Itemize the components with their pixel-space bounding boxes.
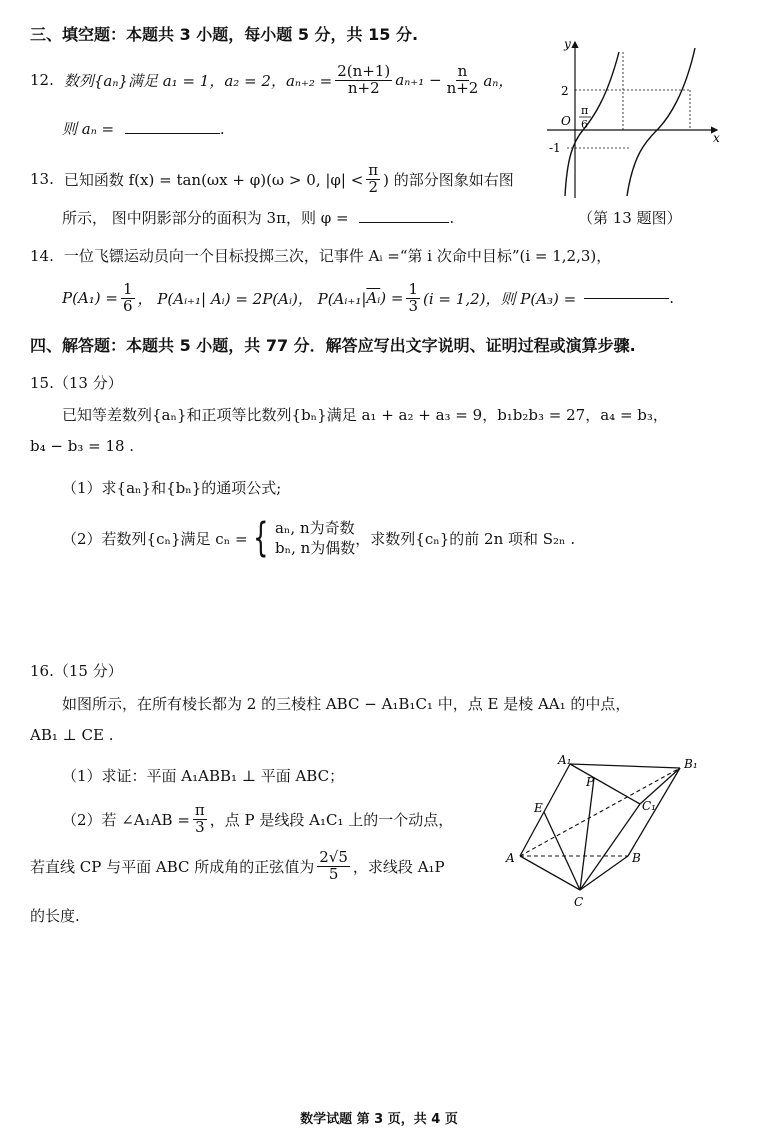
q12-frac2-den: n+2	[446, 78, 479, 97]
q16-line5-frac	[317, 850, 350, 883]
q15-line2: b₄ − b₃ = 18 .	[30, 437, 135, 455]
q14-p2: ， P(Aᵢ₊₁| Aᵢ) = 2P(Aᵢ)， P(Aᵢ₊₁|	[137, 289, 367, 308]
q15-case2: bₙ, n为偶数	[274, 539, 356, 558]
q16-part2-frac-den: 3	[195, 817, 205, 836]
q16-line5-start: 若直线 CP 与平面 ABC 所成角的正弦值为	[30, 857, 315, 876]
q15-brace: {	[252, 515, 268, 562]
q15-heading: 15.（13 分）	[30, 374, 123, 392]
q16-heading: 16.（15 分）	[30, 662, 123, 680]
q12-end: aₙ，	[483, 71, 514, 90]
edge-a1-c1	[570, 764, 640, 804]
q16-part2-frac	[193, 803, 207, 836]
q12-frac2-num: n	[457, 62, 468, 80]
q16-line5-frac-den: 5	[328, 864, 339, 883]
q13-figure-caption: （第 13 题图）	[578, 209, 682, 227]
fig13-neg-one-label: -1	[549, 141, 561, 155]
q16-prism-figure	[500, 752, 710, 910]
label-a1: A₁	[558, 753, 572, 767]
label-e: E	[534, 801, 543, 815]
q13-answer-blank[interactable]	[359, 221, 449, 223]
q12-text1: 数列{aₙ}满足 a₁ = 1，a₂ = 2，aₙ₊₂ =	[63, 71, 333, 90]
q13-tan-graph	[545, 38, 725, 203]
q15-cases	[248, 515, 356, 562]
q12-frac1-num: 2(n+1)	[337, 62, 391, 80]
q12-answer-blank[interactable]	[125, 132, 220, 134]
q12-line2: 则 aₙ = .	[62, 120, 225, 138]
q14-answer-blank[interactable]	[584, 297, 669, 299]
edge-a-c	[520, 856, 580, 890]
q16-line5-end: ，求线段 A₁P	[352, 857, 445, 876]
q14-p1-den: 6	[122, 296, 133, 315]
q16-line2: AB₁ ⊥ CE .	[30, 726, 114, 744]
section3-header: 三、填空题：本题共 3 小题，每小题 5 分，共 15 分.	[30, 25, 419, 44]
q16-part2	[62, 803, 453, 836]
q12-number: 12.	[30, 71, 54, 90]
q14-p1-frac	[121, 282, 135, 315]
tan-branch-right	[627, 48, 695, 196]
q12-frac1-den: n+2	[347, 78, 380, 97]
q14-p3-end: (i = 1,2)，则 P(A₃) =	[423, 289, 577, 308]
q14-line1	[30, 245, 611, 266]
q12-frac2	[445, 64, 481, 97]
q15-part2-start: （2）若数列{cₙ}满足 cₙ =	[62, 529, 248, 548]
q16-line6: 的长度.	[30, 907, 80, 925]
q13-line1	[30, 163, 514, 196]
q13-text1: 已知函数 f(x) = tan(ωx + φ)(ω > 0, |φ| <	[63, 170, 364, 189]
q14-line2	[62, 282, 674, 315]
q14-p1-start: P(A₁) =	[62, 289, 118, 308]
q16-part2-frac-num: π	[194, 801, 205, 819]
q12-frac1	[335, 64, 392, 97]
q12-line1	[30, 64, 513, 97]
q14-p3-frac	[406, 282, 420, 315]
tan-branch-left	[565, 52, 619, 196]
q13-text1-end: ) 的部分图象如右图	[383, 170, 514, 189]
q16-part2-start: （2）若 ∠A₁AB =	[62, 810, 190, 829]
edge-a1-b1	[570, 764, 680, 768]
q12-mid: aₙ₊₁ −	[395, 71, 442, 90]
fig13-six-label: 6	[581, 118, 588, 131]
label-p: P	[586, 775, 595, 789]
q15-case1: aₙ, n为奇数	[274, 519, 355, 537]
q14-end: .	[669, 289, 675, 308]
q14-line1-text: 一位飞镖运动员向一个目标投掷三次，记事件 Aᵢ =“第 i 次命中目标”(i = 1,2,3)，	[63, 247, 612, 265]
q13-line2	[62, 207, 454, 228]
q12-line2-text: 则 aₙ =	[62, 120, 115, 138]
edge-c-b	[580, 856, 628, 890]
label-c1: C₁	[642, 799, 656, 813]
label-b1: B₁	[684, 757, 698, 771]
segment-e-c	[544, 812, 580, 890]
q16-line1: 如图所示，在所有棱长都为 2 的三棱柱 ABC − A₁B₁C₁ 中，点 E 是棱 AA₁ 的中点，	[62, 695, 631, 713]
q13-frac	[366, 163, 380, 196]
q14-p3-den: 3	[408, 296, 419, 315]
q14-p1-num: 1	[122, 280, 133, 298]
q15-line1: 已知等差数列{aₙ}和正项等比数列{bₙ}满足 a₁ + a₂ + a₃ = 9，b₁b₂b₃ = 27，a₄ = b₃，	[62, 406, 668, 424]
page-footer: 数学试题 第 3 页，共 4 页	[300, 1112, 458, 1127]
q14-p2-bar: $\overline{Aᵢ}$	[366, 289, 381, 308]
q14-p2-end: ) =	[380, 289, 404, 308]
fig13-x-label: x	[713, 131, 720, 145]
q15-part2	[62, 515, 576, 562]
q16-part1: （1）求证：平面 A₁ABB₁ ⊥ 平面 ABC；	[62, 767, 345, 785]
label-b: B	[632, 851, 641, 865]
q13-line2-text: 所示， 图中阴影部分的面积为 3π，则 φ =	[62, 209, 349, 227]
q13-frac-num: π	[368, 161, 379, 179]
q16-line5	[30, 850, 445, 883]
q14-number: 14.	[30, 247, 54, 265]
q15-part1: （1）求{aₙ}和{bₙ}的通项公式;	[62, 479, 282, 497]
q13-line2-end: .	[449, 209, 455, 227]
label-c: C	[574, 895, 584, 909]
q13-number: 13.	[30, 170, 54, 189]
fig13-two-label: 2	[561, 84, 569, 98]
q15-part2-end: ，求数列{cₙ}的前 2n 项和 S₂ₙ .	[355, 529, 576, 548]
fig13-pi-label: π	[581, 104, 589, 117]
fig13-origin-label: O	[561, 114, 571, 128]
q13-frac-den: 2	[368, 177, 378, 196]
q16-line5-frac-num: 2√5	[319, 848, 348, 866]
q14-p3-num: 1	[408, 280, 419, 298]
q16-part2-end: ，点 P 是线段 A₁C₁ 上的一个动点，	[209, 810, 454, 829]
label-a: A	[506, 851, 515, 865]
section4-header: 四、解答题：本题共 5 小题，共 77 分．解答应写出文字说明、证明过程或演算步骤.	[30, 336, 636, 355]
fig13-y-label: y	[564, 38, 571, 51]
